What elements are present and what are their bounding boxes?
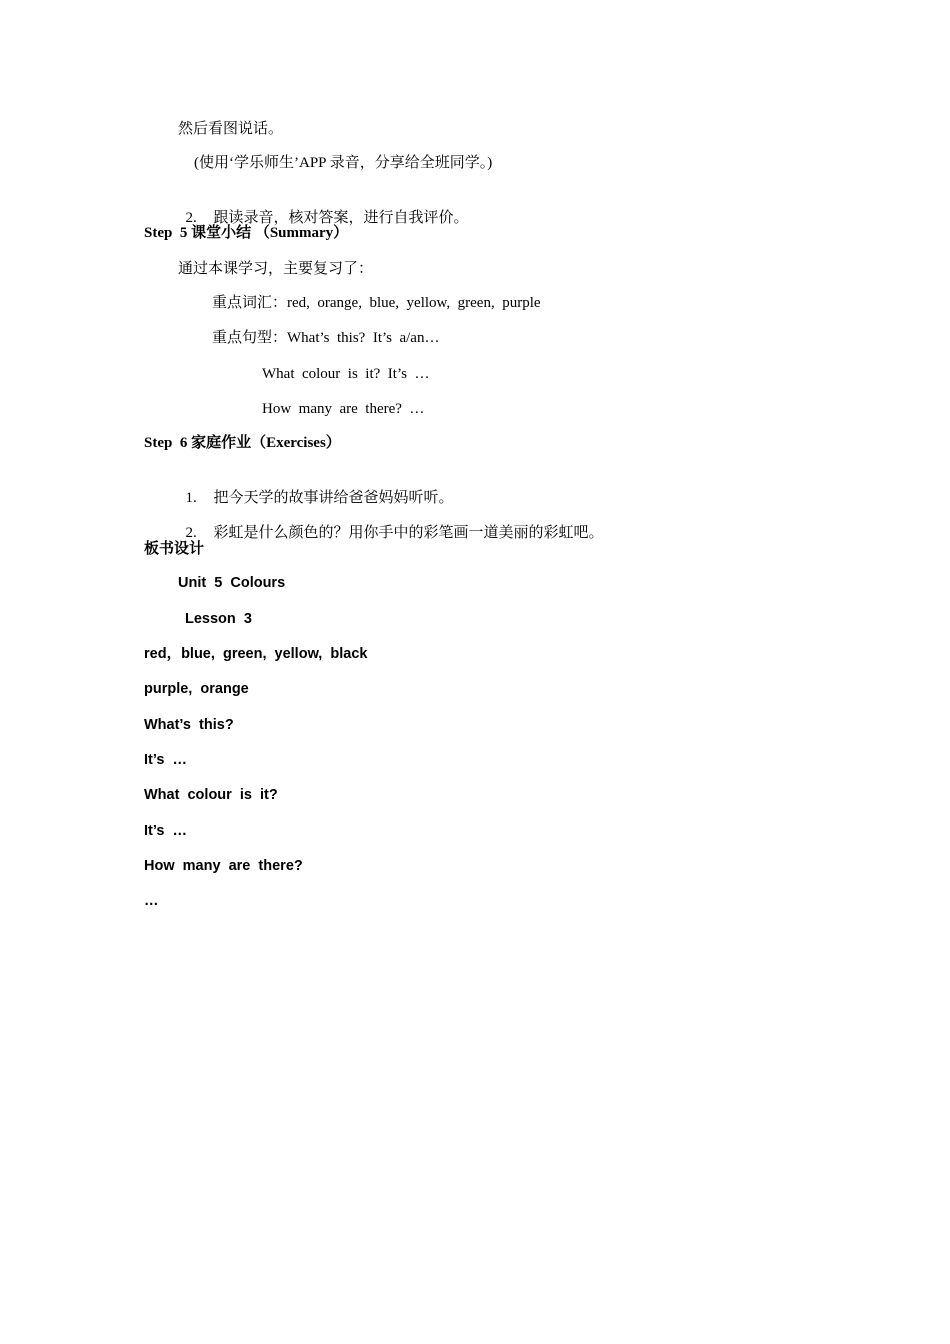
board-lesson-title: Lesson 3	[185, 611, 252, 627]
board-line: What colour is it?	[144, 787, 278, 803]
list-item-number: 1.	[185, 490, 197, 506]
text-line: 通过本课学习，主要复习了：	[178, 261, 374, 277]
board-design-heading: 板书设计	[144, 541, 205, 557]
board-line: How many are there?	[144, 858, 303, 874]
list-item-text: 跟读录音，核对答案，进行自我评价。	[213, 210, 469, 226]
list-item	[178, 188, 469, 228]
list-item	[178, 468, 454, 508]
list-item-number: 2.	[185, 210, 197, 226]
section-heading-step6: Step 6 家庭作业（Exercises）	[144, 435, 341, 451]
list-item	[178, 503, 604, 543]
list-item-text: 把今天学的故事讲给爸爸妈妈听听。	[213, 490, 454, 506]
vocabulary-line: 重点词汇：red, orange, blue, yellow, green, purple	[212, 295, 541, 311]
sentence-pattern-line: How many are there? …	[262, 401, 425, 417]
board-line: red，blue, green, yellow, black	[144, 646, 368, 662]
board-line: purple, orange	[144, 681, 249, 697]
sentence-pattern-line: 重点句型：What’s this? It’s a/an…	[212, 330, 440, 346]
text-line: 然后看图说话。	[178, 121, 284, 137]
board-unit-title: Unit 5 Colours	[178, 575, 286, 591]
sentence-pattern-line: What colour is it? It’s …	[262, 366, 430, 382]
board-line: …	[144, 893, 159, 909]
board-line: It’s …	[144, 823, 187, 839]
board-line: It’s …	[144, 752, 187, 768]
list-item-text: 彩虹是什么颜色的？用你手中的彩笔画一道美丽的彩虹吧。	[213, 525, 604, 541]
list-item-number: 2.	[185, 525, 197, 541]
text-line: (使用‘学乐师生’APP 录音，分享给全班同学。)	[194, 155, 493, 171]
board-line: What’s this?	[144, 717, 234, 733]
section-heading-step5: Step 5 课堂小结 （Summary）	[144, 225, 349, 241]
